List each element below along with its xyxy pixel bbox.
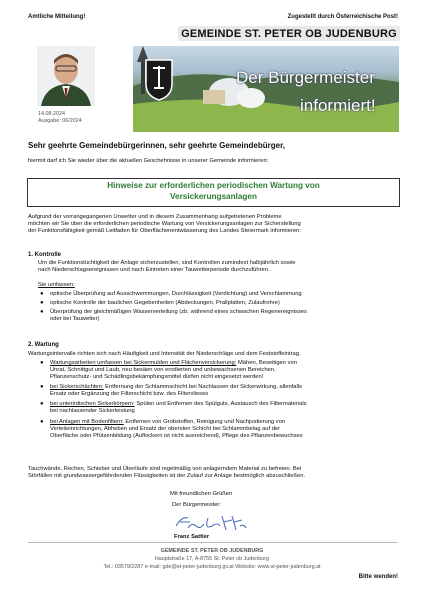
issue-number: Ausgabe: 06/2024 bbox=[38, 118, 82, 124]
intro-text: hiermit darf ich Sie wieder über die aktuellen Geschehnisse in unserer Gemeinde informieren: bbox=[28, 158, 269, 164]
postal-delivery-label: Zugestellt durch Österreichische Post! bbox=[287, 14, 398, 20]
wartung-text: Wartungsintervalle richten sich nach Häufigkeit und Intensität der Niederschläge und dem Feststoffeintrag. bbox=[28, 351, 301, 357]
list-item: ● bei Anlagen mit Bodenfiltern: Entfernen von Grobstoffen, Reinigung und Nachjustierung von Verteileinrichtungen, Abheben und Ersatz der obersten Schicht bei Schlammbelag auf der Oberfläche oder Pfützenbildung (Auflockern ist nicht ausreichend), Pflege des Pflanzenbewuchses bbox=[40, 419, 303, 440]
list-item: ● optische Kontrolle der baulichen Gegebenheiten (Abdeckungen, Prallplatten, Zulaufrohre) bbox=[40, 300, 280, 306]
mayor-name: Franz Sattler bbox=[174, 534, 210, 540]
greeting: Sehr geehrte Gemeindebürgerinnen, sehr geehrte Gemeindebürger, bbox=[28, 141, 285, 150]
kontrolle-text: Um die Funktionstüchtigkeit der Anlage sicherzustellen, sind Kontrollen zumindest halbjährlich sowie nach Niederschlagsereignissen und nach Eintreten einer Tauwetterperiode durchzuführen. bbox=[38, 260, 296, 274]
municipality-title: GEMEINDE ST. PETER OB JUDENBURG bbox=[178, 26, 400, 41]
footer-contact: Tel.: 03579/2287 e-mail: gde@st-peter-judenburg.gv.at Website: www.st-peter-judenburg.at bbox=[103, 564, 321, 570]
footer-divider bbox=[28, 542, 398, 543]
regards: Mit freundlichen Grüßen bbox=[170, 491, 233, 497]
introduction-paragraph: Aufgrund der vorrangegangenen Unwetter und in diesem Zusammenhang aufgetretenen Probleme möchten wir Sie über die erforderlichen periodische Wartung von Versickerungsanlagen zur Sicherstellung der Funktionsfähigkeit gemäß Leitfaden für Oberflächenentwässerung des Landes Steiermark informieren: bbox=[28, 214, 301, 235]
official-notice-label: Amtliche Mitteilung! bbox=[28, 14, 86, 20]
please-turn-label: Bitte wenden! bbox=[358, 574, 398, 580]
mayor-photo bbox=[37, 46, 95, 106]
footer-organization: GEMEINDE ST. PETER OB JUDENBURG bbox=[160, 548, 264, 554]
notice-title: Hinweise zur erforderlichen periodischen Wartung von bbox=[107, 181, 320, 190]
list-item: ● optische Überprüfung auf Ausschwemmungen, Durchlässigkeit (Verdichtung) und Verschlammung bbox=[40, 291, 302, 297]
kontrolle-subheading: Sie umfassen: bbox=[38, 282, 75, 288]
footer-address: Hauptstraße 17, A-8755 St. Peter ob Judenburg bbox=[154, 556, 270, 562]
list-item: ● bei unterirdischen Sickerkörpern: Spülen und Entfernen des Spülguts, Austausch des Filtermaterials bei nachlassender Sickerleistung bbox=[40, 401, 307, 415]
issue-date: 14.08.2024 bbox=[38, 111, 65, 117]
section-heading-wartung: 2. Wartung bbox=[28, 342, 59, 348]
notice-title-line2: Versickerungsanlagen bbox=[170, 192, 257, 201]
list-item: ● bei Sickerschächten: Entfernung der Schlammschicht bei Nachlassen der Sickerwirkung, allenfalls Ersatz oder Ergänzung der Filterschicht bzw. des Filtervlieses bbox=[40, 384, 302, 398]
municipal-crest-icon bbox=[144, 58, 174, 102]
list-item: ● Überprüfung der gleichmäßigen Wasserverteilung (zb. während eines schwachen Regenereignisses oder bei Tauwetter) bbox=[40, 309, 307, 323]
closing-paragraph: Tauchwände, Rechen, Schieber und Überläufe sind regelmäßig von anlagerndem Material zu befreien. Bei Störfällen mit grundwassergefährdenden Flüssigkeiten ist der Zulauf zur Anlage bestmöglich abzuschließen. bbox=[28, 466, 306, 480]
signature-image bbox=[174, 512, 248, 534]
banner-subtitle: informiert! bbox=[300, 96, 376, 115]
mayor-title: Der Bürgermeister: bbox=[172, 502, 221, 508]
list-item: ● Wartungsarbeiten umfassen bei Sickermulden und Flächenversickerung: Mähen, Beseitigen von Unrat, Schnittgut und Laub, neu besäen von erodierten und unbewachsenen Bereichen. Pflanzenschutz- und Schädlingsbekämpfungsmittel dürfen nicht eingesetzt werden! bbox=[40, 360, 297, 381]
banner-title: Der Bürgermeister bbox=[236, 68, 375, 87]
section-heading-kontrolle: 1. Kontrolle bbox=[28, 252, 62, 258]
